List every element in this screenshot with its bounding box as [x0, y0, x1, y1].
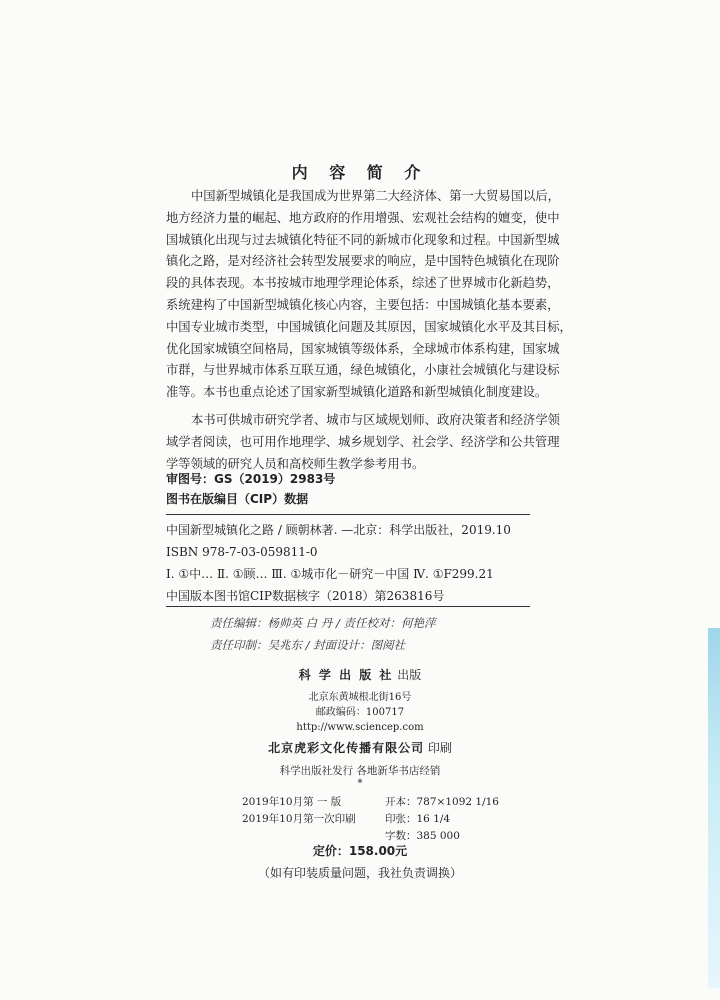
- cip-line: 中国新型城镇化之路 / 顾朝林著. —北京：科学出版社，2019.10: [166, 523, 511, 537]
- text-line: 段的具体表现。本书按城市地理学理论体系，综述了世界城市化新趋势，: [166, 276, 560, 291]
- cip-header: [166, 469, 335, 509]
- map-review-number: 审图号：GS（2019）2983号: [166, 472, 336, 486]
- editor-credits: [210, 612, 436, 656]
- cip-bottom-rule: [166, 606, 530, 607]
- editor-line: 责任编辑：杨帅英 白 丹 / 责任校对：何艳萍: [210, 616, 436, 630]
- price: 定价：158.00元: [312, 844, 408, 858]
- publisher-name: 科 学 出 版 社: [298, 668, 394, 682]
- text-line: 中国专业城市类型，中国城镇化问题及其原因，国家城镇化水平及其目标，: [166, 319, 572, 334]
- publisher-line: [0, 666, 720, 683]
- text-line: 镇化之路，是对经济社会转型发展要求的响应，是中国特色城镇化在现阶: [166, 254, 560, 269]
- page-title: 内 容 简 介: [291, 163, 429, 182]
- text-line: 国城镇化出现与过去城镇化特征不同的新城市化现象和过程。中国新型城: [166, 232, 560, 247]
- summary-text: [166, 186, 572, 475]
- cip-line: Ⅰ. ①中… Ⅱ. ①顾… Ⅲ. ①城市化－研究－中国 Ⅳ. ①F299.21: [166, 567, 494, 581]
- printer-suffix: 印刷: [427, 741, 452, 755]
- text-line: 中国新型城镇化是我国成为世界第二大经济体、第一大贸易国以后，: [191, 189, 560, 203]
- publisher-address-block: [0, 690, 720, 735]
- text-line: 学等领域的研究人员和高校师生教学参考用书。: [166, 456, 425, 471]
- printer-name: 北京虎彩文化传播有限公司: [268, 741, 425, 755]
- cip-line: 中国版本图书馆CIP数据核字（2018）第263816号: [166, 589, 445, 603]
- format-info: [385, 794, 499, 845]
- text-line: 本书可供城市研究学者、城市与区域规划师、政府决策者和经济学领: [191, 412, 560, 427]
- publisher-suffix: 出版: [397, 668, 422, 682]
- text-line: 地方经济力量的崛起、地方政府的作用增强、宏观社会结构的嬗变，使中: [166, 210, 560, 225]
- format-line: 开本：787×1092 1/16: [385, 796, 499, 808]
- format-line: 字数：385 000: [385, 830, 460, 842]
- publisher-address: 北京东黄城根北街16号: [308, 692, 412, 703]
- publisher-postcode: 邮政编码：100717: [315, 707, 405, 718]
- format-line: 印张：16 1/4: [385, 813, 451, 825]
- distribution-line: 科学出版社发行 各地新华书店经销: [279, 765, 441, 777]
- text-line: 域学者阅读，也可用作地理学、城乡规划学、社会学、经济学和公共管理: [166, 434, 560, 449]
- editor-line: 责任印制：吴兆东 / 封面设计：图阅社: [210, 638, 406, 652]
- cip-line: ISBN 978-7-03-059811-0: [166, 545, 318, 559]
- text-line: 系统建构了中国新型城镇化核心内容，主要包括：中国城镇化基本要素，: [166, 297, 560, 312]
- cip-heading: 图书在版编目（CIP）数据: [166, 492, 309, 506]
- cip-record: [166, 519, 511, 607]
- cip-top-rule: [166, 514, 530, 515]
- text-line: 优化国家城镇空间格局，国家城镇等级体系，全球城市体系构建，国家城: [166, 341, 560, 356]
- publisher-website: http://www.sciencep.com: [296, 722, 424, 733]
- edition-line: 2019年10月第一次印刷: [242, 813, 356, 825]
- edition-line: 2019年10月第 一 版: [242, 796, 342, 808]
- text-line: 准等。本书也重点论述了国家新型城镇化道路和新型城镇化制度建设。: [166, 385, 548, 400]
- cover-edge-strip: [708, 628, 720, 988]
- edition-dates: [242, 794, 356, 828]
- printer-line: [0, 739, 720, 756]
- quality-note: （如有印装质量问题，我社负责调换）: [257, 866, 462, 880]
- separator-star: *: [357, 778, 363, 789]
- text-line: 市群，与世界城市体系互联互通，绿色城镇化，小康社会城镇化与建设标: [166, 363, 560, 378]
